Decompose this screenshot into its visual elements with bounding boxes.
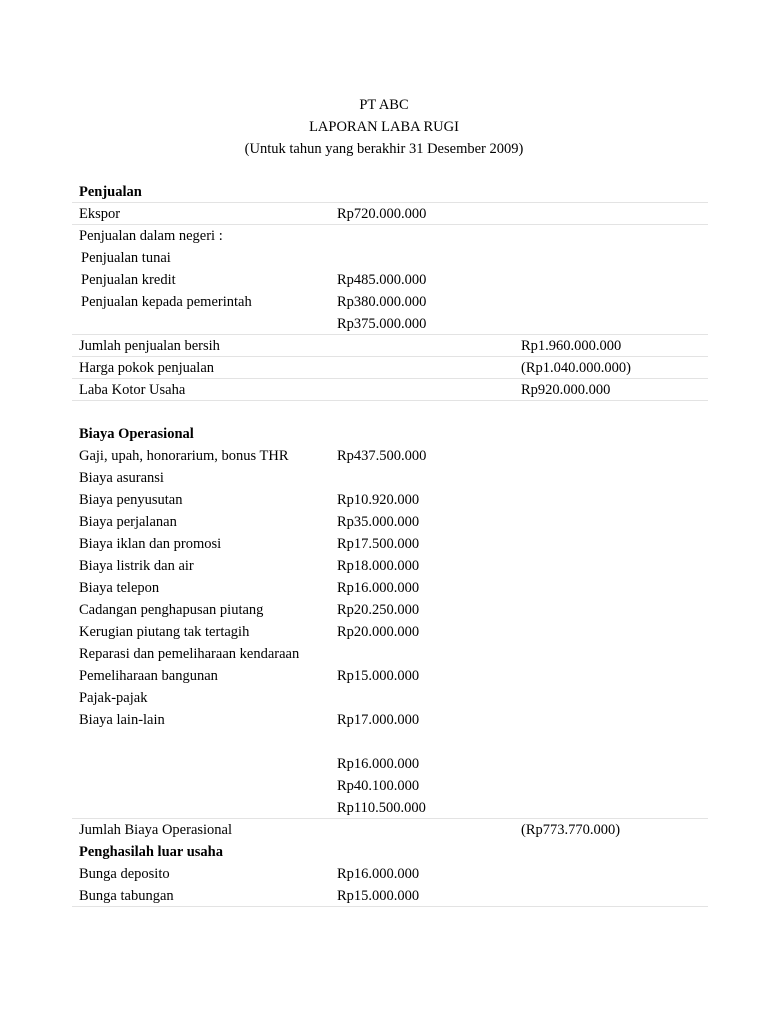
statement-row <box>72 840 708 862</box>
statement-row <box>72 642 708 664</box>
row-label: Jumlah penjualan bersih <box>79 338 220 354</box>
row-amount: Rp10.920.000 <box>337 492 420 508</box>
statement-row <box>72 554 708 576</box>
row-label: Biaya penyusutan <box>79 492 183 508</box>
statement-row <box>72 356 708 379</box>
row-label: Pajak-pajak <box>79 690 148 706</box>
section-heading: Biaya Operasional <box>79 426 194 442</box>
row-label: Biaya telepon <box>79 580 160 596</box>
statement-row <box>72 224 708 246</box>
row-amount: Rp16.000.000 <box>337 580 420 596</box>
row-total: (Rp1.040.000.000) <box>521 360 631 376</box>
statement-row <box>72 730 708 752</box>
row-amount: Rp437.500.000 <box>337 448 427 464</box>
row-amount: Rp17.000.000 <box>337 712 420 728</box>
row-amount: Rp16.000.000 <box>337 756 420 772</box>
statement-row <box>72 422 708 444</box>
report-period: (Untuk tahun yang berakhir 31 Desember 2009) <box>244 141 524 157</box>
statement-row <box>72 400 708 422</box>
row-label: Gaji, upah, honorarium, bonus THR <box>79 448 289 464</box>
report-title: LAPORAN LABA RUGI <box>309 119 459 135</box>
statement-row <box>72 246 708 268</box>
row-label: Penjualan dalam negeri : <box>79 228 223 244</box>
row-amount: Rp17.500.000 <box>337 536 420 552</box>
row-amount: Rp16.000.000 <box>337 866 420 882</box>
row-label: Ekspor <box>79 206 121 222</box>
statement-row <box>72 752 708 774</box>
statement-row <box>72 796 708 819</box>
row-total: (Rp773.770.000) <box>521 822 621 838</box>
row-amount: Rp40.100.000 <box>337 778 420 794</box>
row-amount: Rp110.500.000 <box>337 800 426 816</box>
row-label: Penjualan tunai <box>81 250 171 266</box>
row-label: Kerugian piutang tak tertagih <box>79 624 250 640</box>
company-name: PT ABC <box>359 97 409 113</box>
row-label: Bunga deposito <box>79 866 170 882</box>
row-label: Penjualan kredit <box>81 272 176 288</box>
statement-row <box>72 268 708 290</box>
statement-row <box>72 488 708 510</box>
statement-row <box>72 510 708 532</box>
row-total: Rp920.000.000 <box>521 382 611 398</box>
row-amount: Rp485.000.000 <box>337 272 427 288</box>
statement-row <box>72 312 708 335</box>
section-heading: Penjualan <box>79 184 142 200</box>
row-label: Cadangan penghapusan piutang <box>79 602 264 618</box>
row-label: Bunga tabungan <box>79 888 174 904</box>
statement-row <box>72 290 708 312</box>
statement-row <box>72 576 708 598</box>
row-amount: Rp20.250.000 <box>337 602 420 618</box>
row-label: Biaya lain-lain <box>79 712 165 728</box>
statement-row <box>72 202 708 225</box>
row-amount: Rp15.000.000 <box>337 668 420 684</box>
row-amount: Rp18.000.000 <box>337 558 420 574</box>
row-amount: Rp720.000.000 <box>337 206 427 222</box>
statement-row <box>72 180 708 203</box>
row-label: Biaya asuransi <box>79 470 164 486</box>
statement-row <box>72 884 708 907</box>
statement-row <box>72 444 708 466</box>
statement-row <box>72 378 708 401</box>
statement-row <box>72 862 708 884</box>
statement-row <box>72 620 708 642</box>
row-label: Biaya listrik dan air <box>79 558 194 574</box>
row-amount: Rp35.000.000 <box>337 514 420 530</box>
statement-row <box>72 598 708 620</box>
row-label: Penjualan kepada pemerintah <box>81 294 252 310</box>
statement-row <box>72 774 708 796</box>
row-total: Rp1.960.000.000 <box>521 338 622 354</box>
row-label: Harga pokok penjualan <box>79 360 215 376</box>
statement-row <box>72 334 708 357</box>
statement-row <box>72 686 708 708</box>
row-amount: Rp375.000.000 <box>337 316 427 332</box>
row-amount: Rp15.000.000 <box>337 888 420 904</box>
row-label: Laba Kotor Usaha <box>79 382 186 398</box>
row-amount: Rp20.000.000 <box>337 624 420 640</box>
statement-row <box>72 532 708 554</box>
row-label: Biaya iklan dan promosi <box>79 536 222 552</box>
statement-row <box>72 466 708 488</box>
section-heading: Penghasilah luar usaha <box>79 844 223 860</box>
row-label: Jumlah Biaya Operasional <box>79 822 233 838</box>
row-label: Pemeliharaan bangunan <box>79 668 218 684</box>
row-amount: Rp380.000.000 <box>337 294 427 310</box>
statement-row <box>72 708 708 730</box>
row-label: Biaya perjalanan <box>79 514 177 530</box>
statement-row <box>72 664 708 686</box>
statement-row <box>72 818 708 840</box>
row-label: Reparasi dan pemeliharaan kendaraan <box>79 646 300 662</box>
